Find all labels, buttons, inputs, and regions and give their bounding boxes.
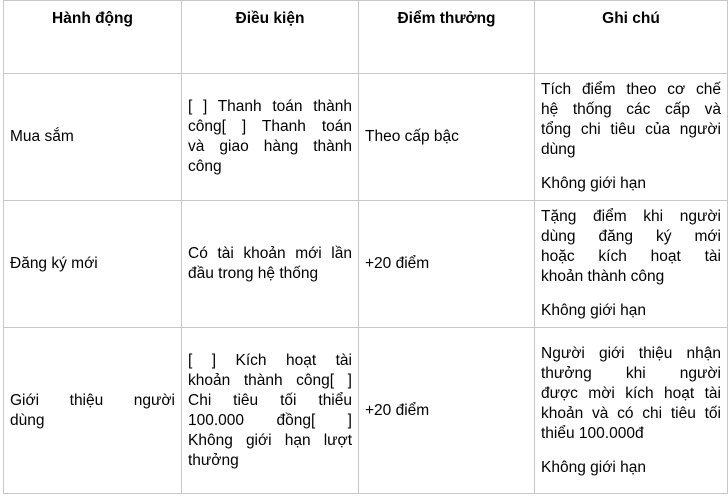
condition-line: công: [188, 158, 222, 175]
condition-line: thưởng: [188, 451, 239, 469]
note-line: Tích điểm theo cơ chế: [541, 81, 721, 98]
cell-notes: [535, 74, 728, 201]
condition-line: Không giới hạn lượt: [188, 431, 352, 449]
note-line: Tặng điểm khi người: [541, 208, 721, 225]
note-line: hoặc kích hoạt tài: [541, 248, 721, 265]
note-line: dùng đăng ký mới: [541, 228, 721, 245]
table-row: [4, 201, 728, 328]
note-extra: Không giới hạn: [541, 302, 646, 319]
note-line: Người giới thiệu nhận: [541, 344, 721, 362]
condition-line: Có tài khoản mới lần: [188, 245, 352, 262]
cell-condition: [182, 74, 359, 201]
note-line: dùng: [541, 141, 576, 158]
cell-notes: [535, 201, 728, 328]
condition-line: và giao hàng thành: [188, 138, 352, 155]
condition-line: đầu trong hệ thống: [188, 265, 319, 282]
header-condition: Điều kiện: [182, 1, 359, 74]
cell-points: +20 điểm: [359, 328, 535, 494]
cell-points: Theo cấp bậc: [359, 74, 535, 201]
condition-line: khoản thành công[ ]: [188, 371, 352, 389]
note-line: được mời kích hoạt tài: [541, 384, 721, 402]
condition-line: Chi tiêu tối thiểu: [188, 391, 352, 409]
note-line: khoản thành công: [541, 268, 665, 285]
cell-action: [4, 328, 182, 494]
condition-line: 100.000 đồng[ ]: [188, 411, 352, 429]
note-extra: Không giới hạn: [541, 458, 646, 476]
cell-condition: [182, 328, 359, 494]
note-line: thiểu 100.000đ: [541, 424, 644, 442]
header-points: Điểm thưởng: [359, 1, 535, 74]
note-extra: Không giới hạn: [541, 175, 646, 192]
cell-action: Đăng ký mới: [4, 201, 182, 328]
header-row: [4, 1, 728, 74]
cell-points: +20 điểm: [359, 201, 535, 328]
rewards-table: [3, 0, 728, 494]
note-line: hệ thống các cấp và: [541, 101, 721, 118]
cell-condition: [182, 201, 359, 328]
cell-action: Mua sắm: [4, 74, 182, 201]
header-notes: Ghi chú: [535, 1, 728, 74]
table-row: [4, 74, 728, 201]
action-line: dùng: [10, 411, 45, 429]
note-line: tổng chi tiêu của người: [541, 121, 721, 138]
header-action: Hành động: [4, 1, 182, 74]
condition-line: công[ ] Thanh toán: [188, 118, 352, 135]
table-row: [4, 328, 728, 494]
condition-line: [ ] Thanh toán thành: [188, 98, 352, 115]
action-line: Giới thiệu người: [10, 391, 175, 409]
note-line: thưởng khi người: [541, 364, 721, 382]
cell-notes: [535, 328, 728, 494]
note-line: khoản và có chi tiêu tối: [541, 404, 721, 422]
condition-line: [ ] Kích hoạt tài: [188, 351, 352, 369]
